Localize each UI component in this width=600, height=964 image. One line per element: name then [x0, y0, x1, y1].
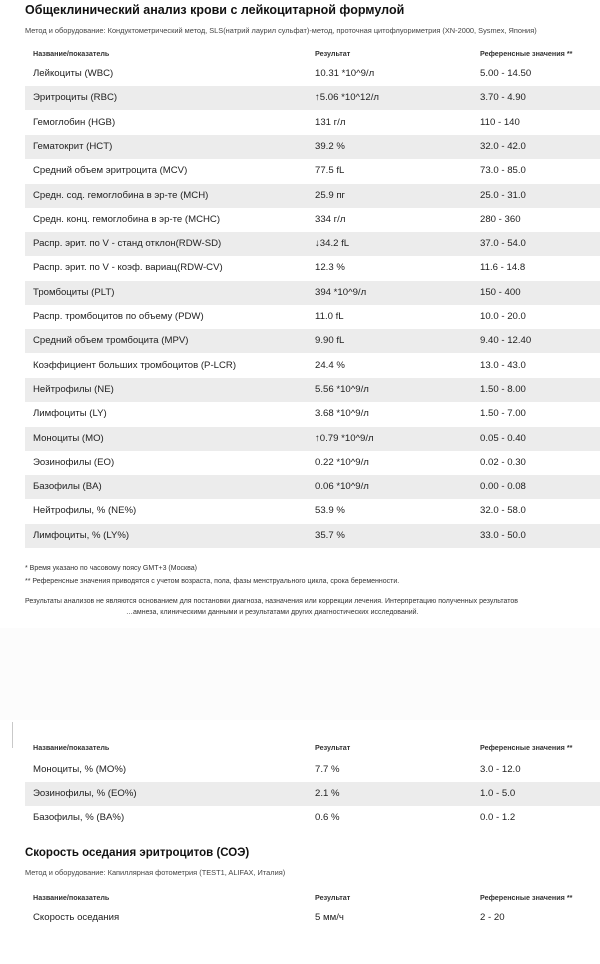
- table-row: [25, 184, 600, 208]
- cell-name: Средн. конц. гемоглобина в эр-те (MCHC): [33, 213, 221, 225]
- cell-reference: 32.0 - 42.0: [480, 140, 526, 152]
- table-row: [25, 329, 600, 353]
- cell-result: 24.4 %: [315, 359, 345, 371]
- header-result: Результат: [315, 743, 351, 752]
- header-name: Название/показатель: [33, 49, 110, 58]
- cell-name: Лимфоциты, % (LY%): [33, 529, 130, 541]
- table-row: [25, 524, 600, 548]
- cell-name: Распр. эрит. по V - коэф. вариац(RDW-CV): [33, 262, 223, 274]
- header-reference: Референсные значения **: [480, 49, 573, 58]
- cell-result: ↓34.2 fL: [315, 238, 350, 250]
- cell-name: Лимфоциты (LY): [33, 408, 107, 420]
- table-header: [25, 44, 600, 62]
- cell-result: 0.22 *10^9/л: [315, 456, 369, 468]
- cell-reference: 3.70 - 4.90: [480, 92, 526, 104]
- cell-reference: 0.00 - 0.08: [480, 481, 526, 493]
- table-row: [25, 806, 600, 830]
- table-row: [25, 378, 600, 402]
- table-row: [25, 906, 600, 930]
- cell-reference: 10.0 - 20.0: [480, 311, 526, 322]
- table-row: [25, 305, 600, 329]
- cell-result: 12.3 %: [315, 262, 345, 274]
- cell-reference: 0.0 - 1.2: [480, 812, 516, 823]
- cell-name: Распр. эрит. по V - станд отклон(RDW-SD): [33, 238, 222, 250]
- cell-name: Моноциты, % (MO%): [33, 764, 127, 775]
- cell-result: 53.9 %: [315, 505, 345, 517]
- cell-result: 0.06 *10^9/л: [315, 481, 369, 493]
- cell-name: Гематокрит (HCT): [33, 140, 113, 152]
- table-row: [25, 427, 600, 451]
- divider: [12, 722, 13, 748]
- cell-name: Эозинофилы (EO): [33, 456, 115, 468]
- table-row: [25, 354, 600, 378]
- cell-result: 11.0 fL: [315, 311, 344, 322]
- cell-reference: 25.0 - 31.0: [480, 189, 526, 201]
- cell-reference: 37.0 - 54.0: [480, 238, 526, 250]
- method-description: Метод и оборудование: Капиллярная фотометрия (TEST1, ALIFAX, Италия): [25, 868, 286, 877]
- cell-result: 9.90 fL: [315, 335, 345, 347]
- cell-name: Средн. сод. гемоглобина в эр-те (MCH): [33, 189, 209, 201]
- cell-reference: 9.40 - 12.40: [480, 335, 532, 347]
- cell-name: Базофилы, % (BA%): [33, 812, 125, 823]
- cell-reference: 0.02 - 0.30: [480, 456, 526, 468]
- cell-reference: 13.0 - 43.0: [480, 359, 526, 371]
- cell-name: Эозинофилы, % (EO%): [33, 788, 137, 799]
- cell-result: 131 г/л: [315, 116, 346, 128]
- report-page-2: [0, 720, 600, 964]
- cell-name: Нейтрофилы (NE): [33, 383, 114, 395]
- section-title: Общеклинический анализ крови с лейкоцитарной формулой: [25, 3, 405, 17]
- disclaimer-line-2: …амнеза, клиническими данными и результатами других диагностических исследований.: [126, 609, 419, 616]
- cell-result: 35.7 %: [315, 529, 345, 541]
- cell-reference: 150 - 400: [480, 286, 521, 298]
- cell-reference: 2 - 20: [480, 912, 505, 923]
- table-row: [25, 451, 600, 475]
- cell-name: Эритроциты (RBC): [33, 92, 118, 104]
- table-row: [25, 135, 600, 159]
- footnote-reference: ** Референсные значения приводятся с учетом возраста, пола, фазы менструального цикла, срока беременности.: [25, 578, 400, 585]
- table-row: [25, 281, 600, 305]
- cell-name: Распр. тромбоцитов по объему (PDW): [33, 311, 204, 322]
- cell-result: 7.7 %: [315, 764, 340, 775]
- disclaimer-line-1: Результаты анализов не являются основанием для постановки диагноза, назначения или коррекции лечения. Интерпретацию полученных результатов: [25, 598, 518, 605]
- cell-result: ↑5.06 *10^12/л: [315, 92, 379, 104]
- table-row: [25, 402, 600, 426]
- cell-reference: 11.6 - 14.8: [480, 262, 526, 274]
- table-row: [25, 758, 600, 782]
- cell-reference: 110 - 140: [480, 116, 520, 128]
- cell-reference: 33.0 - 50.0: [480, 529, 526, 541]
- table-header: [25, 738, 600, 756]
- cell-result: 5.56 *10^9/л: [315, 383, 369, 395]
- table-row: [25, 62, 600, 86]
- cell-name: Скорость оседания: [33, 912, 120, 923]
- cell-name: Средний объем эритроцита (MCV): [33, 165, 188, 177]
- header-reference: Референсные значения **: [480, 893, 573, 902]
- cell-result: 25.9 пг: [315, 189, 346, 201]
- cell-name: Тромбоциты (PLT): [33, 286, 115, 298]
- cell-reference: 1.50 - 8.00: [480, 383, 526, 395]
- cell-reference: 3.0 - 12.0: [480, 764, 521, 775]
- cell-result: 5 мм/ч: [315, 912, 344, 923]
- table-row: [25, 782, 600, 806]
- cell-name: Лейкоциты (WBC): [33, 68, 114, 79]
- cell-result: 10.31 *10^9/л: [315, 68, 375, 79]
- cell-result: 3.68 *10^9/л: [315, 408, 369, 420]
- page-gap: [0, 628, 600, 720]
- header-reference: Референсные значения **: [480, 743, 573, 752]
- method-description: Метод и оборудование: Кондуктометрический метод, SLS(натрий лаурил сульфат)-метод, проточная цитофлуориметрия (XN-2000, Sysmex, Япония): [25, 26, 537, 35]
- cell-reference: 32.0 - 58.0: [480, 505, 526, 517]
- table-row: [25, 111, 600, 135]
- table-row: [25, 256, 600, 280]
- cell-result: 2.1 %: [315, 788, 340, 799]
- cell-reference: 0.05 - 0.40: [480, 432, 526, 444]
- cell-reference: 1.0 - 5.0: [480, 788, 516, 799]
- table-row: [25, 86, 600, 110]
- header-name: Название/показатель: [33, 893, 110, 902]
- header-result: Результат: [315, 893, 351, 902]
- cell-name: Нейтрофилы, % (NE%): [33, 505, 137, 517]
- cell-reference: 5.00 - 14.50: [480, 68, 532, 79]
- table-row: [25, 232, 600, 256]
- cell-name: Моноциты (MO): [33, 432, 104, 444]
- table-header: [25, 888, 600, 906]
- cell-result: 394 *10^9/л: [315, 286, 367, 298]
- cell-name: Базофилы (BA): [33, 481, 102, 493]
- cell-result: 0.6 %: [315, 812, 340, 823]
- cell-name: Коэффициент больших тромбоцитов (P-LCR): [33, 359, 237, 371]
- header-result: Результат: [315, 49, 351, 58]
- cell-reference: 1.50 - 7.00: [480, 408, 526, 420]
- cell-result: 39.2 %: [315, 140, 345, 152]
- cell-name: Гемоглобин (HGB): [33, 116, 116, 128]
- table-row: [25, 159, 600, 183]
- table-row: [25, 499, 600, 523]
- cell-result: 77.5 fL: [315, 165, 345, 177]
- cell-reference: 280 - 360: [480, 213, 521, 225]
- table-row: [25, 475, 600, 499]
- header-name: Название/показатель: [33, 743, 110, 752]
- cell-result: ↑0.79 *10^9/л: [315, 432, 374, 444]
- cell-result: 334 г/л: [315, 213, 346, 225]
- table-row: [25, 208, 600, 232]
- cell-name: Средний объем тромбоцита (MPV): [33, 335, 189, 347]
- footnote-time: * Время указано по часовому поясу GMT+3 (Москва): [25, 565, 197, 572]
- cell-reference: 73.0 - 85.0: [480, 165, 526, 177]
- section-title: Скорость оседания эритроцитов (СОЭ): [25, 847, 250, 859]
